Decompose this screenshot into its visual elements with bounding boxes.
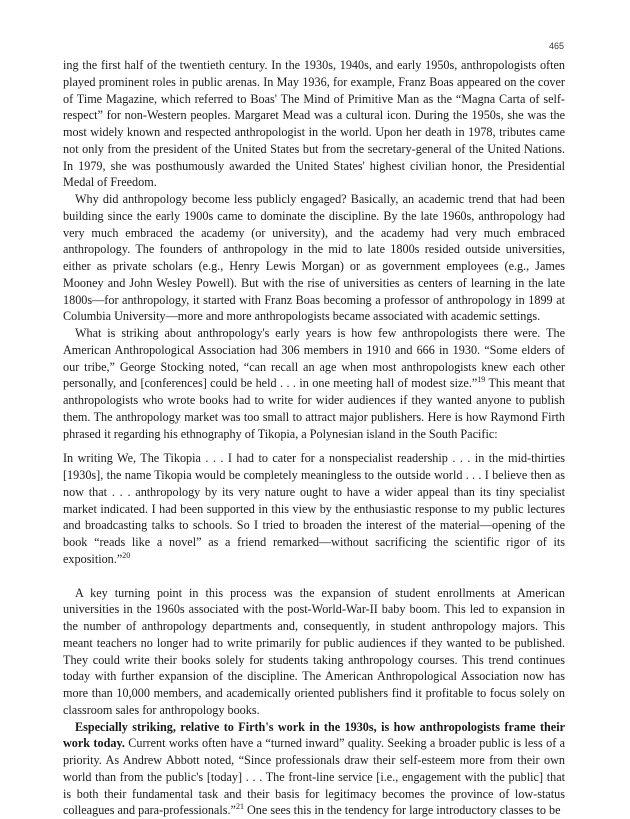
block-quote-text: In writing We, The Tikopia . . . I had to cater for a nonspecialist readership . . . in the mid-thirties [1930s], the name Tikopia would be completely meaningless to the outside world . . . I believe then as now that . . . anthropology by its very nature ought to have a wider appeal than its tiny specialist market indicated. I had been supported in this view by the enthusiastic response to my public lectures and broadcasting talks to schools. So I tried to broaden the interest of the material—opening of the book “reads like a novel” as a friend remarked—without sacrificing the scientific rigor of its exposition.” [63, 451, 565, 566]
footnote-ref-19[interactable]: 19 [477, 375, 485, 384]
paragraph-3-text: What is striking about anthropology's early years is how few anthropologists there were. The American Anthropological Association had 306 members in 1910 and 666 in 1930. “Some elders of our tribe,” George Stocking noted, “can recall an age when most anthropologists knew each other personally, and [conferences] could be held . . . in one meeting hall of modest size.” [63, 326, 565, 390]
body-text [63, 57, 565, 819]
paragraph-5 [63, 719, 565, 819]
footnote-ref-20[interactable]: 20 [122, 551, 130, 560]
paragraph-2-text: Why did anthropology become less publicly engaged? Basically, an academic trend that had been building since the early 1900s came to dominate the discipline. By the late 1960s, anthropology had very much embraced the academy (or university), and the academy had very much embraced anthropology. The founders of anthropology in the mid to late 1800s resided outside universities, either as private scholars (e.g., Henry Lewis Morgan) or as government employees (e.g., James Mooney and John Wesley Powell). But with the rise of universities as centers of learning in the late 1800s—for anthropology, it started with Franz Boas becoming a professor of anthropology in 1899 at Columbia University—more and more anthropologists became associated with academic settings. [63, 192, 565, 323]
paragraph-5-text-after: One sees this in the tendency for large introductory classes to be [244, 803, 561, 817]
paragraph-4-text: A key turning point in this process was the expansion of student enrollments at American universities in the 1960s associated with the post-World-War-II baby boom. This led to expansion in the number of anthropology departments and, consequently, in student anthropology majors. This meant teachers no longer had to write primarily for public audiences if they wanted to be published. They could write their books solely for students taking anthropology courses. This trend continues today with further expansion of the discipline. The American Anthropological Association now has more than 10,000 members, and academically oriented publishers find it profitable to focus solely on classroom sales for anthropology books. [63, 586, 565, 717]
paragraph-3-text-after: This meant that anthropologists who wrote books had to write for wider audiences if they wanted anyone to publish them. The anthropology market was too small to attract major publishers. Here is how Raymond Firth phrased it regarding his ethnography of Tikopia, a Polynesian island in the South Pacific: [63, 376, 565, 440]
paragraph-4 [63, 585, 565, 719]
footnote-ref-21[interactable]: 21 [236, 802, 244, 811]
paragraph-3 [63, 325, 565, 442]
paragraph-1-text: ing the first half of the twentieth century. In the 1930s, 1940s, and early 1950s, anthropologists often played prominent roles in public arenas. In May 1936, for example, Franz Boas appeared on the cover of Time Magazine, which referred to Boas' The Mind of Primitive Man as the “Magna Carta of self-respect” for non-Western peoples. Margaret Mead was a cultural icon. During the 1950s, she was the most widely known and respected anthropologist in the world. Upon her death in 1978, tributes came not only from the president of the United States but from the secretary-general of the United Nations. In 1979, she was posthumously awarded the United States' highest civilian honor, the Presidential Medal of Freedom. [63, 58, 565, 189]
paragraph-5-text: Current works often have a “turned inward” quality. Seeking a broader public is less of a priority. As Andrew Abbott noted, “Since professionals draw their self-esteem more from their own world than from the public's [today] . . . The front-line service [i.e., engagement with the public] that is both their fundamental task and their basis for legitimacy becomes the province of low-status colleagues and para-professionals.” [63, 736, 565, 817]
block-quote [63, 450, 565, 567]
paragraph-1 [63, 57, 565, 191]
paragraph-2 [63, 191, 565, 325]
paragraph-5-bold-lead: Especially striking, relative to Firth's work in the 1930s, is how anthropologists frame their work today. [63, 720, 565, 751]
page-number: 465 [549, 41, 564, 51]
